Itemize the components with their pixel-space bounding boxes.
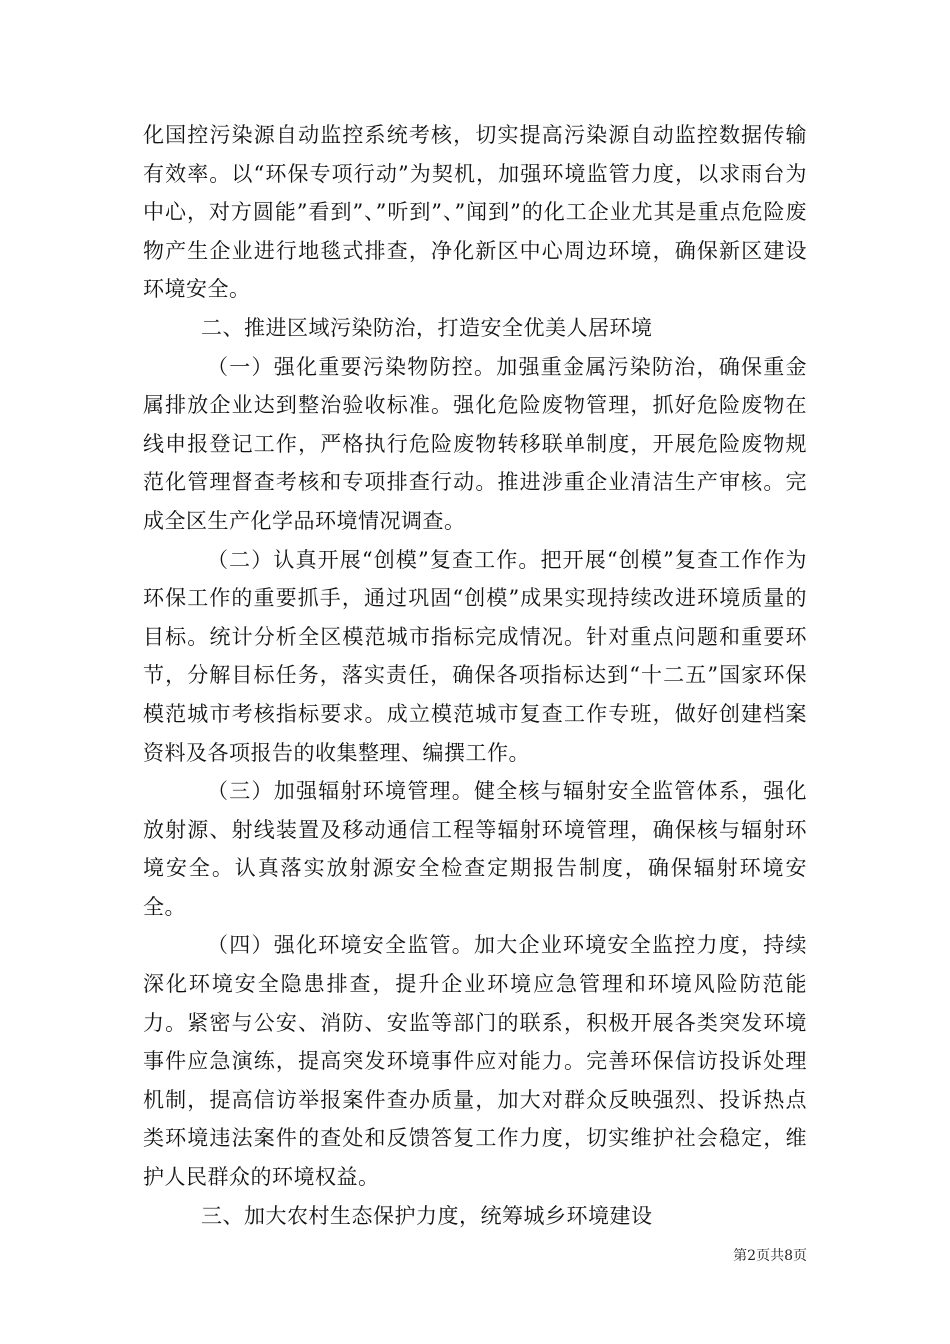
section-heading-3: 三、加大农村生态保护力度，统筹城乡环境建设 xyxy=(201,1203,653,1228)
paragraph-item-1: （一）强化重要污染物防控。加强重金属污染防治，确保重金属排放企业达到整治验收标准。强化危险废物管理，抓好危险废物在线申报登记工作，严格执行危险废物转移联单制度，开展危险废物规范化管理督查考核和专项排查行动。推进涉重企业清洁生产审核。完成全区生产化学品环境情况调查。 xyxy=(143,354,807,533)
paragraph-item-3: （三）加强辐射环境管理。健全核与辐射安全监管体系，强化放射源、射线装置及移动通信工程等辐射环境管理，确保核与辐射环境安全。认真落实放射源安全检查定期报告制度，确保辐射环境安全。 xyxy=(143,779,807,919)
document-body xyxy=(143,116,807,1235)
section-heading-2: 二、推进区域污染防治，打造安全优美人居环境 xyxy=(201,315,653,340)
page-number: 第2页共8页 xyxy=(733,1248,807,1264)
paragraph-item-2: （二）认真开展“创模”复查工作。把开展“创模”复查工作作为环保工作的重要抓手，通过巩固“创模”成果实现持续改进环境质量的目标。统计分析全区模范城市指标完成情况。针对重点问题和重要环节，分解目标任务，落实责任，确保各项指标达到“十二五”国家环保模范城市考核指标要求。成立模范城市复查工作专班，做好创建档案资料及各项报告的收集整理、编撰工作。 xyxy=(143,547,807,765)
paragraph-item-4: （四）强化环境安全监管。加大企业环境安全监控力度，持续深化环境安全隐患排查，提升企业环境应急管理和环境风险防范能力。紧密与公安、消防、安监等部门的联系，积极开展各类突发环境事件应急演练，提高突发环境事件应对能力。完善环保信访投诉处理机制，提高信访举报案件查办质量，加大对群众反映强烈、投诉热点类环境违法案件的查处和反馈答复工作力度，切实维护社会稳定，维护人民群众的环境权益。 xyxy=(143,933,807,1190)
paragraph-continuation: 化国控污染源自动监控系统考核，切实提高污染源自动监控数据传输有效率。以“环保专项行动”为契机，加强环境监管力度，以求雨台为中心，对方圆能”看到”、”听到”、”闻到”的化工企业尤其是重点危险废物产生企业进行地毯式排查，净化新区中心周边环境，确保新区建设环境安全。 xyxy=(143,123,807,302)
